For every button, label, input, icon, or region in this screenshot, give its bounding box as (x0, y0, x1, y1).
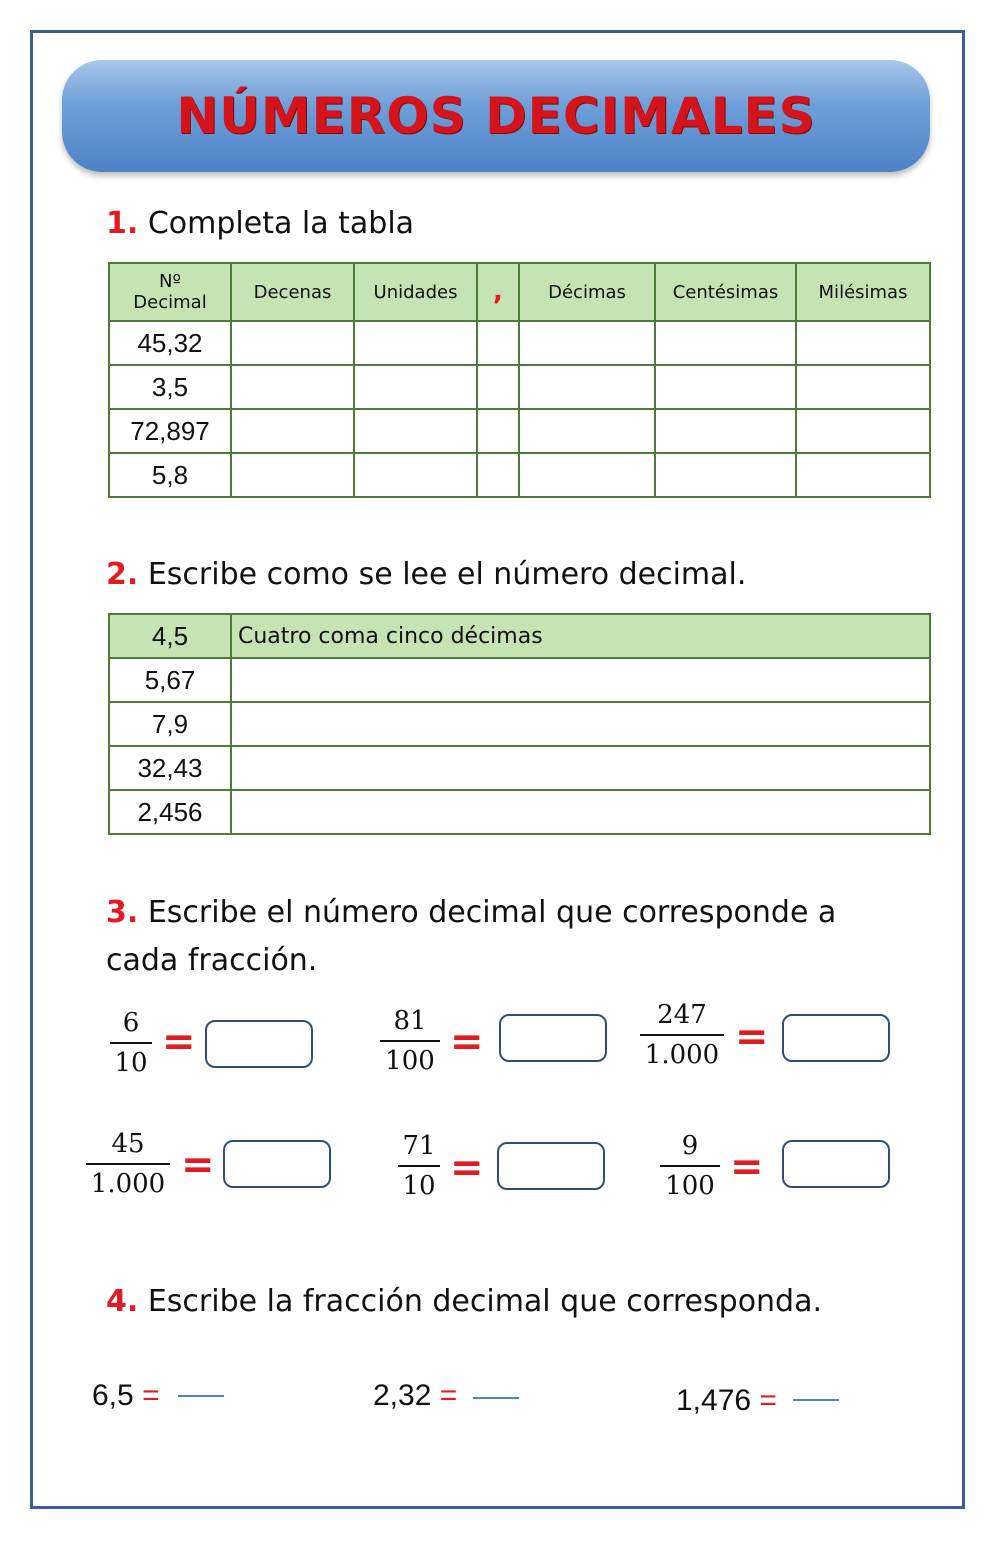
cell-decenas[interactable] (231, 453, 354, 497)
decimal-value: 1,476 (676, 1384, 752, 1417)
reading-table (108, 613, 931, 835)
equals-sign: = (450, 1145, 484, 1191)
cell-decenas[interactable] (231, 365, 354, 409)
row-number: 32,43 (109, 746, 231, 790)
cell-decimas[interactable] (519, 409, 655, 453)
answer-box[interactable] (223, 1140, 331, 1188)
answer-box[interactable] (497, 1142, 605, 1190)
section2-heading (106, 551, 746, 599)
section4-text: Escribe la fracción decimal que corresponda. (147, 1284, 823, 1319)
decimal-expression (373, 1379, 457, 1413)
cell-comma (477, 365, 519, 409)
numerator: 45 (111, 1129, 145, 1159)
answer-box[interactable] (205, 1020, 313, 1068)
row-number: 72,897 (109, 409, 231, 453)
equals-sign: = (181, 1142, 215, 1188)
cell-comma (477, 453, 519, 497)
header-centesimas: Centésimas (655, 263, 796, 321)
answer-box[interactable] (499, 1014, 607, 1062)
cell-milesimas[interactable] (796, 321, 930, 365)
equals-sign: = (162, 1019, 196, 1065)
table-row (109, 453, 930, 497)
table-row (109, 746, 930, 790)
header-unidades: Unidades (354, 263, 477, 321)
denominator: 1.000 (644, 1040, 720, 1070)
denominator: 100 (385, 1046, 435, 1076)
row-reading: Cuatro coma cinco décimas (231, 614, 930, 658)
place-value-table (108, 262, 931, 498)
header-milesimas: Milésimas (796, 263, 930, 321)
fraction-bar (86, 1163, 170, 1165)
cell-centesimas[interactable] (655, 365, 796, 409)
equals-sign: = (730, 1144, 764, 1190)
page-title: NÚMEROS DECIMALES (176, 87, 816, 145)
table-row (109, 702, 930, 746)
cell-comma (477, 321, 519, 365)
denominator: 100 (665, 1171, 715, 1201)
header-comma: , (477, 263, 519, 321)
table-row (109, 790, 930, 834)
fraction-blank[interactable] (473, 1397, 519, 1399)
numerator: 71 (402, 1131, 436, 1161)
reading-answer-field[interactable] (231, 790, 930, 834)
header-decenas: Decenas (231, 263, 354, 321)
denominator: 10 (402, 1171, 436, 1201)
fraction (640, 1000, 724, 1070)
row-number: 5,8 (109, 453, 231, 497)
answer-box[interactable] (782, 1140, 890, 1188)
cell-unidades[interactable] (354, 453, 477, 497)
decimal-value: 6,5 (92, 1379, 134, 1412)
cell-unidades[interactable] (354, 365, 477, 409)
decimal-expression (92, 1379, 160, 1413)
answer-box[interactable] (782, 1014, 890, 1062)
reading-answer-field[interactable] (231, 746, 930, 790)
table-row (109, 614, 930, 658)
cell-centesimas[interactable] (655, 321, 796, 365)
numerator: 247 (657, 1000, 707, 1030)
denominator: 10 (114, 1048, 148, 1078)
row-number: 2,456 (109, 790, 231, 834)
fraction-bar (640, 1034, 724, 1036)
section1-heading (106, 200, 414, 248)
section3-heading (106, 889, 836, 985)
cell-comma (477, 409, 519, 453)
table-row (109, 321, 930, 365)
cell-decenas[interactable] (231, 321, 354, 365)
reading-answer-field[interactable] (231, 702, 930, 746)
table-header-row (109, 263, 930, 321)
cell-milesimas[interactable] (796, 365, 930, 409)
fraction (380, 1006, 440, 1076)
fraction-bar (110, 1042, 152, 1044)
fraction (110, 1008, 152, 1078)
fraction-blank[interactable] (793, 1399, 839, 1401)
numerator: 9 (681, 1131, 699, 1161)
cell-milesimas[interactable] (796, 453, 930, 497)
row-number: 3,5 (109, 365, 231, 409)
section3-text-line1: Escribe el número decimal que corresponde a (147, 895, 837, 930)
cell-centesimas[interactable] (655, 409, 796, 453)
denominator: 1.000 (90, 1169, 166, 1199)
cell-milesimas[interactable] (796, 409, 930, 453)
section2-text: Escribe como se lee el número decimal. (147, 557, 747, 592)
table-row (109, 658, 930, 702)
row-number: 45,32 (109, 321, 231, 365)
title-banner (62, 60, 930, 172)
fraction (398, 1131, 440, 1201)
table-row (109, 409, 930, 453)
fraction-blank[interactable] (178, 1395, 224, 1397)
row-number: 4,5 (109, 614, 231, 658)
equals-sign: = (735, 1014, 769, 1060)
numerator: 81 (393, 1006, 427, 1036)
cell-unidades[interactable] (354, 409, 477, 453)
numerator: 6 (122, 1008, 140, 1038)
row-number: 7,9 (109, 702, 231, 746)
equals-sign: = (759, 1384, 777, 1417)
section1-text: Completa la tabla (147, 206, 415, 241)
row-number: 5,67 (109, 658, 231, 702)
section3-number: 3. (106, 895, 139, 930)
section1-number: 1. (106, 206, 139, 241)
cell-decimas[interactable] (519, 365, 655, 409)
cell-decimas[interactable] (519, 453, 655, 497)
header-decimal: Nº Decimal (109, 263, 231, 321)
equals-sign: = (450, 1019, 484, 1065)
reading-answer-field[interactable] (231, 658, 930, 702)
section3-text-line2: cada fracción. (106, 943, 318, 978)
section2-number: 2. (106, 557, 139, 592)
section4-heading (106, 1278, 822, 1326)
table-row (109, 365, 930, 409)
fraction (86, 1129, 170, 1199)
header-decimas: Décimas (519, 263, 655, 321)
fraction-bar (380, 1040, 440, 1042)
equals-sign: = (142, 1379, 160, 1412)
decimal-expression (676, 1384, 777, 1418)
cell-unidades[interactable] (354, 321, 477, 365)
decimal-value: 2,32 (373, 1379, 432, 1412)
section4-number: 4. (106, 1284, 139, 1319)
fraction-bar (660, 1165, 720, 1167)
cell-decenas[interactable] (231, 409, 354, 453)
cell-decimas[interactable] (519, 321, 655, 365)
cell-centesimas[interactable] (655, 453, 796, 497)
fraction (660, 1131, 720, 1201)
equals-sign: = (439, 1379, 458, 1412)
fraction-bar (398, 1165, 440, 1167)
